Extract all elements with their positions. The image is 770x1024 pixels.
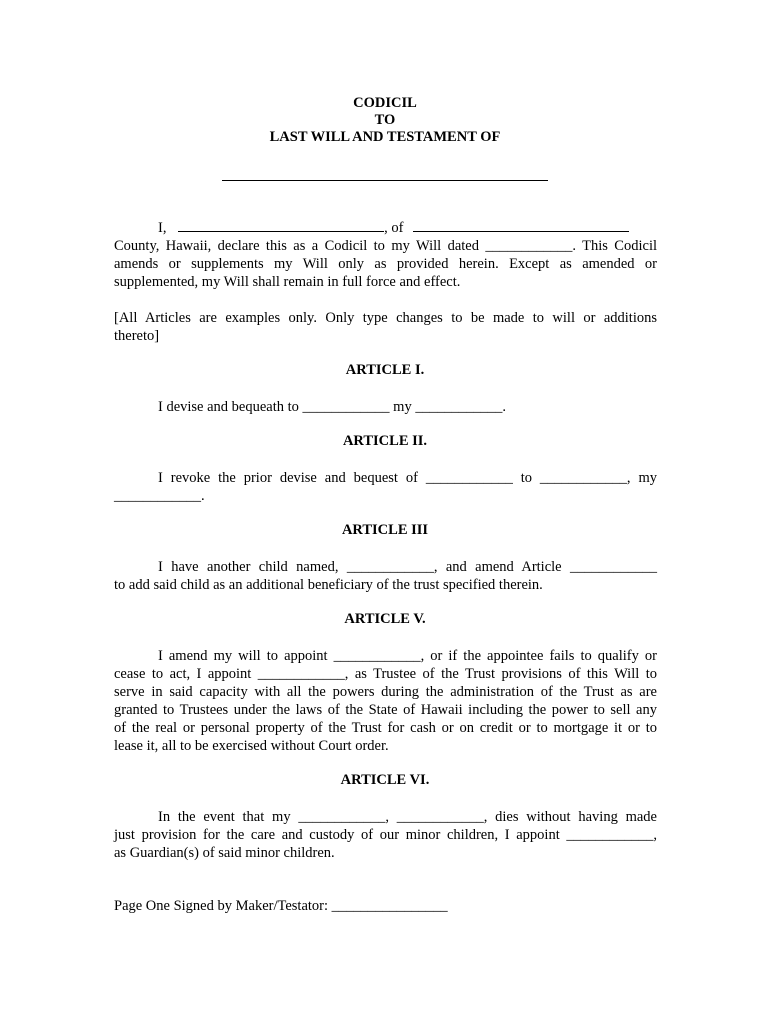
county-blank bbox=[413, 219, 629, 232]
article-2-line-1: I revoke the prior devise and bequest of ____________ to ____________, my bbox=[158, 470, 657, 486]
article-1-line-1: I devise and bequeath to ____________ my ____________. bbox=[158, 399, 506, 415]
title-line-3: LAST WILL AND TESTAMENT OF bbox=[269, 129, 501, 145]
article-5-line-6: lease it, all to be exercised without Court order. bbox=[114, 738, 389, 754]
article-1-heading: ARTICLE I. bbox=[345, 362, 425, 378]
article-5-line-2: cease to act, I appoint ____________, as Trustee of the Trust provisions of this Will to bbox=[114, 666, 657, 682]
intro-i-text: I, bbox=[158, 220, 167, 236]
article-2-body bbox=[114, 469, 657, 505]
article-5-heading: ARTICLE V. bbox=[344, 611, 426, 627]
name-blank bbox=[178, 219, 384, 232]
note-paragraph bbox=[114, 309, 657, 345]
signature-line: Page One Signed by Maker/Testator: ________________ bbox=[114, 898, 448, 914]
article-6-body bbox=[114, 808, 657, 862]
article-6-line-3: as Guardian(s) of said minor children. bbox=[114, 845, 335, 861]
article-3-line-1: I have another child named, ____________, and amend Article ____________ bbox=[158, 559, 657, 575]
document-title bbox=[0, 95, 770, 146]
article-2-heading: ARTICLE II. bbox=[342, 433, 428, 449]
article-3-body bbox=[114, 558, 657, 594]
note-line-1: [All Articles are examples only. Only type changes to be made to will or additions bbox=[114, 310, 657, 326]
article-2-line-2: ____________. bbox=[114, 488, 205, 504]
title-line-2: TO bbox=[374, 112, 396, 128]
intro-paragraph bbox=[114, 219, 657, 291]
article-6-line-2: just provision for the care and custody of our minor children, I appoint ____________, bbox=[114, 827, 657, 843]
article-3-line-2: to add said child as an additional beneficiary of the trust specified therein. bbox=[114, 577, 543, 593]
intro-line-3: amends or supplements my Will only as provided herein. Except as amended or bbox=[114, 256, 657, 272]
article-5-line-5: of the real or personal property of the Trust for cash or on credit or to mortgage it or to bbox=[114, 720, 657, 736]
intro-line-1 bbox=[114, 219, 657, 237]
intro-line-4: supplemented, my Will shall remain in full force and effect. bbox=[114, 274, 461, 290]
article-5-body bbox=[114, 647, 657, 755]
intro-of-text: , of bbox=[384, 220, 404, 236]
article-6-line-1: In the event that my ____________, ____________, dies without having made bbox=[158, 809, 657, 825]
article-3-heading: ARTICLE III bbox=[341, 522, 429, 538]
note-line-2: thereto] bbox=[114, 328, 160, 344]
article-5-line-3: serve in said capacity with all the powers during the administration of the Trust as are bbox=[114, 684, 657, 700]
testator-name-line bbox=[222, 180, 548, 181]
intro-line-2: County, Hawaii, declare this as a Codicil to my Will dated ____________. This Codicil bbox=[114, 238, 657, 254]
article-6-heading: ARTICLE VI. bbox=[340, 772, 430, 788]
article-5-line-4: granted to Trustees under the laws of the State of Hawaii including the power to sell any bbox=[114, 702, 657, 718]
article-1-body bbox=[114, 398, 657, 416]
title-line-1: CODICIL bbox=[353, 95, 417, 111]
article-5-line-1: I amend my will to appoint ____________, or if the appointee fails to qualify or bbox=[158, 648, 657, 664]
